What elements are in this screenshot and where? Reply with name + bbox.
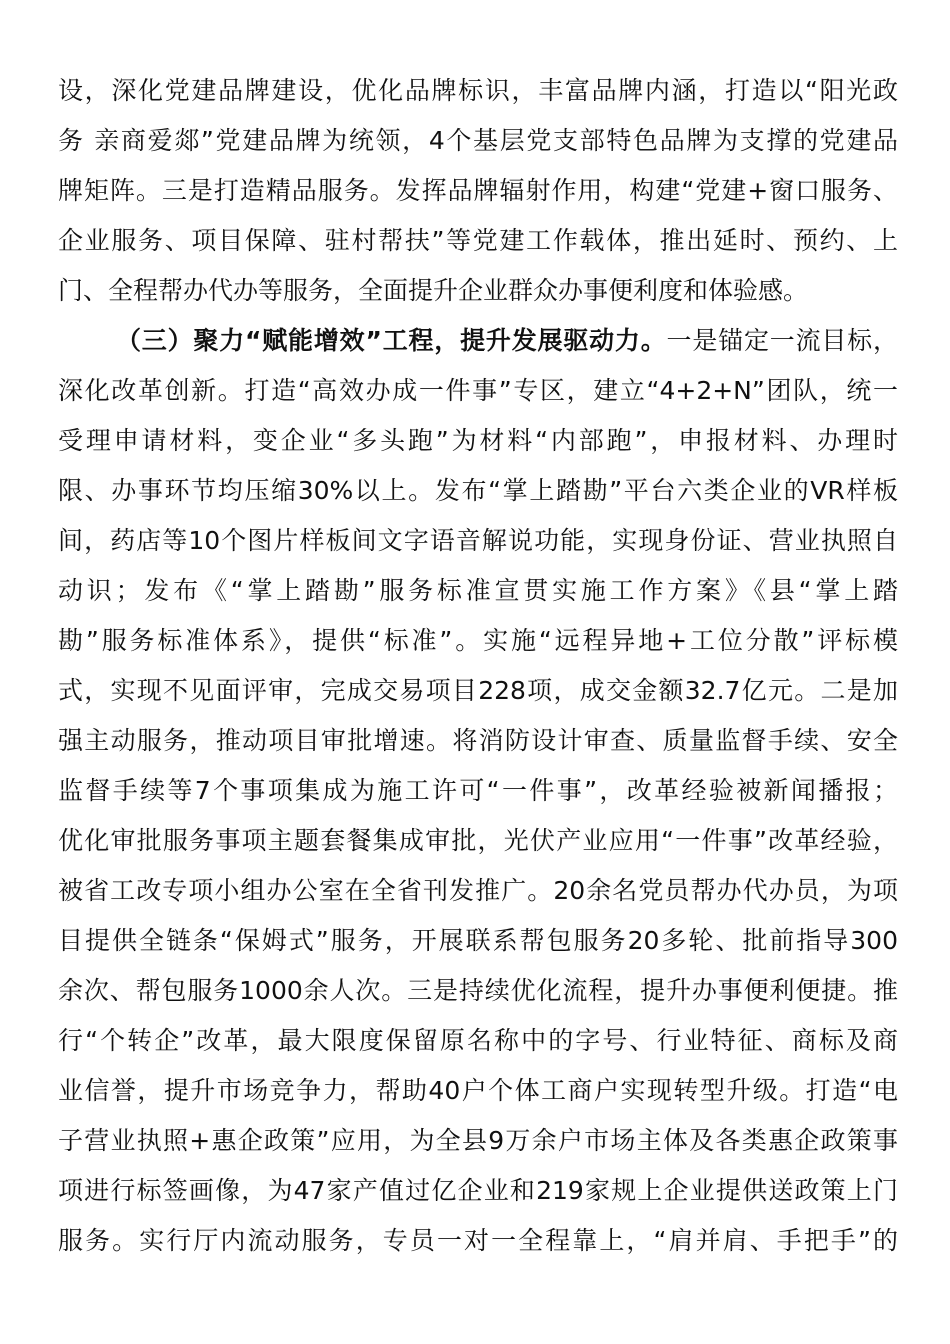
section-heading-line [58,316,898,366]
text-line: 务 亲商爱郯”党建品牌为统领，4个基层党支部特色品牌为支撑的党建品 [58,126,898,155]
text-line: 式，实现不见面评审，完成交易项目228项，成交金额32.7亿元。二是加 [58,676,898,705]
text-line: 强主动服务，推动项目审批增速。将消防设计审查、质量监督手续、安全 [58,726,898,755]
text-line: 受理申请材料，变企业“多头跑”为材料“内部跑”，申报材料、办理时 [58,426,898,455]
text-line: 目提供全链条“保姆式”服务，开展联系帮包服务20多轮、批前指导300 [58,926,898,955]
section-heading: （三）聚力“赋能增效”工程，提升发展驱动力。 [116,326,667,355]
body-text [58,66,898,1266]
text-line: 企业服务、项目保障、驻村帮扶”等党建工作载体，推出延时、预约、上 [58,226,898,255]
text-line: 业信誉，提升市场竞争力，帮助40户个体工商户实现转型升级。打造“电 [58,1076,898,1105]
text-line: 监督手续等7个事项集成为施工许可“一件事”，改革经验被新闻播报； [58,776,898,805]
text-line: 子营业执照+惠企政策”应用，为全县9万余户市场主体及各类惠企政策事 [58,1126,898,1155]
text-line: 余次、帮包服务1000余人次。三是持续优化流程，提升办事便利便捷。推 [58,976,898,1005]
text-line: 限、办事环节均压缩30%以上。发布“掌上踏勘”平台六类企业的VR样板 [58,476,898,505]
text-line: 设，深化党建品牌建设，优化品牌标识，丰富品牌内涵，打造以“阳光政 [58,76,898,105]
text-line: 服务。实行厅内流动服务，专员一对一全程靠上，“肩并肩、手把手”的 [58,1226,898,1255]
text-line: 动识；发布《“掌上踏勘”服务标准宣贯实施工作方案》《县“掌上踏 [58,576,898,605]
text-line: 被省工改专项小组办公室在全省刊发推广。20余名党员帮办代办员，为项 [58,876,898,905]
text-line: 勘”服务标准体系》，提供“标准”。实施“远程异地+工位分散”评标模 [58,626,898,655]
text-line: 门、全程帮办代办等服务，全面提升企业群众办事便利度和体验感。 [58,276,809,305]
text-line: 间，药店等10个图片样板间文字语音解说功能，实现身份证、营业执照自 [58,526,898,555]
text-line: 深化改革创新。打造“高效办成一件事”专区，建立“4+2+N”团队，统一 [58,376,898,405]
text-line: 优化审批服务事项主题套餐集成审批，光伏产业应用“一件事”改革经验， [58,826,898,855]
text-line: 行“个转企”改革，最大限度保留原名称中的字号、行业特征、商标及商 [58,1026,898,1055]
text-line: 牌矩阵。三是打造精品服务。发挥品牌辐射作用，构建“党建+窗口服务、 [58,176,898,205]
text-fragment: 一是锚定一流目标， [666,326,898,355]
text-line: 项进行标签画像，为47家产值过亿企业和219家规上企业提供送政策上门 [58,1176,898,1205]
